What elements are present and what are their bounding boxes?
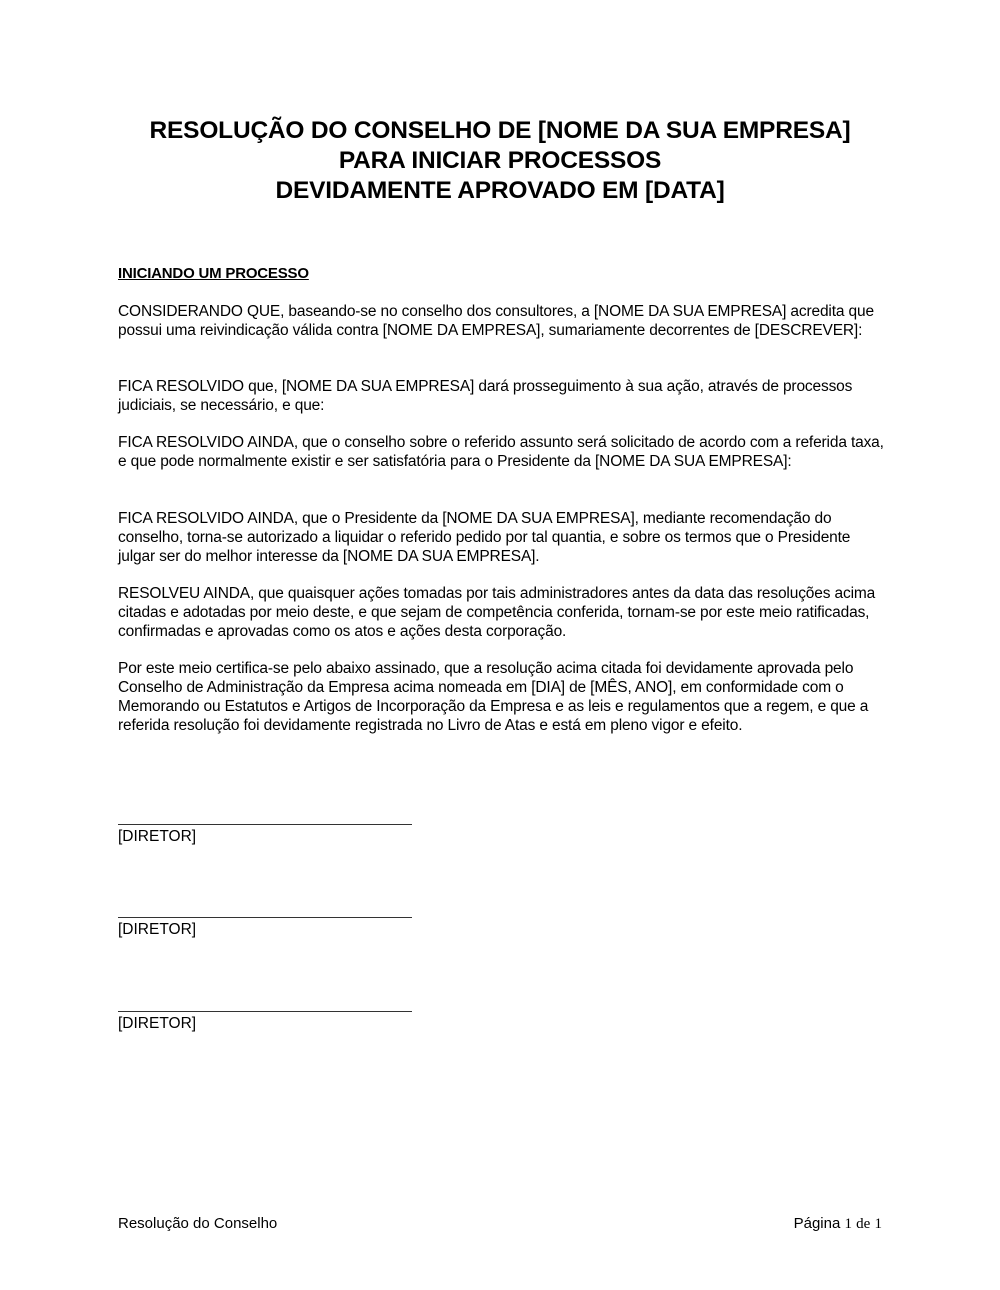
- signature-line-1: [118, 824, 412, 825]
- paragraph-certificacao: Por este meio certifica-se pelo abaixo assinado, que a resolução acima citada foi devidamente aprovada pelo Conselho de Administração da Empresa acima nomeada em [DIA] de [MÊS, ANO], em conformidade com o Memorando ou Estatutos e Artigos de Incorporação da Empresa e as leis e regulamentos que a regem, e que a referida resolução foi devidamente registrada no Livro de Atas e está em pleno vigor e efeito.: [118, 660, 869, 734]
- signature-label-1: [DIRETOR]: [118, 828, 197, 845]
- footer-page-word: Página: [793, 1215, 841, 1232]
- footer-of-word: de: [856, 1216, 871, 1232]
- paragraph-resolveu-ainda: RESOLVEU AINDA, que quaisquer ações tomadas por tais administradores antes da data das resoluções acima citadas e adotadas por meio deste, e que sejam de competência conferida, tornam-se por este meio ratificadas, confirmadas e aprovadas como os atos e ações desta corporação.: [118, 585, 876, 640]
- signature-label-3: [DIRETOR]: [118, 1015, 197, 1032]
- footer-page-total: 1: [874, 1216, 882, 1232]
- section-heading: INICIANDO UM PROCESSO: [118, 265, 309, 282]
- signature-line-2: [118, 917, 412, 918]
- signature-line-3: [118, 1011, 412, 1012]
- paragraph-fica-resolvido: FICA RESOLVIDO que, [NOME DA SUA EMPRESA] dará prosseguimento à sua ação, através de processos judiciais, se necessário, e que:: [118, 378, 853, 414]
- paragraph-fica-resolvido-ainda-1: FICA RESOLVIDO AINDA, que o conselho sobre o referido assunto será solicitado de acordo com a referida taxa, e que pode normalmente existir e ser satisfatória para o Presidente da [NOME DA SUA EMPRESA]:: [118, 434, 884, 470]
- title-line-3: DEVIDAMENTE APROVADO EM [DATA]: [275, 177, 725, 204]
- title-line-2: PARA INICIAR PROCESSOS: [338, 147, 662, 174]
- signature-label-2: [DIRETOR]: [118, 921, 197, 938]
- paragraph-fica-resolvido-ainda-2: FICA RESOLVIDO AINDA, que o Presidente da [NOME DA SUA EMPRESA], mediante recomendação do conselho, torna-se autorizado a liquidar o referido pedido por tal quantia, e sobre os termos que o Presidente julgar ser do melhor interesse da [NOME DA SUA EMPRESA].: [118, 510, 851, 565]
- footer-page-number: [794, 1214, 882, 1234]
- footer-document-name: Resolução do Conselho: [118, 1215, 278, 1232]
- title-line-1: RESOLUÇÃO DO CONSELHO DE [NOME DA SUA EMPRESA]: [149, 117, 851, 144]
- paragraph-considerando: CONSIDERANDO QUE, baseando-se no conselho dos consultores, a [NOME DA SUA EMPRESA] acredita que possui uma reivindicação válida contra [NOME DA EMPRESA], sumariamente decorrentes de [DESCREVER]:: [118, 303, 874, 339]
- document-title: [100, 116, 900, 206]
- footer-page-current: 1: [844, 1216, 852, 1232]
